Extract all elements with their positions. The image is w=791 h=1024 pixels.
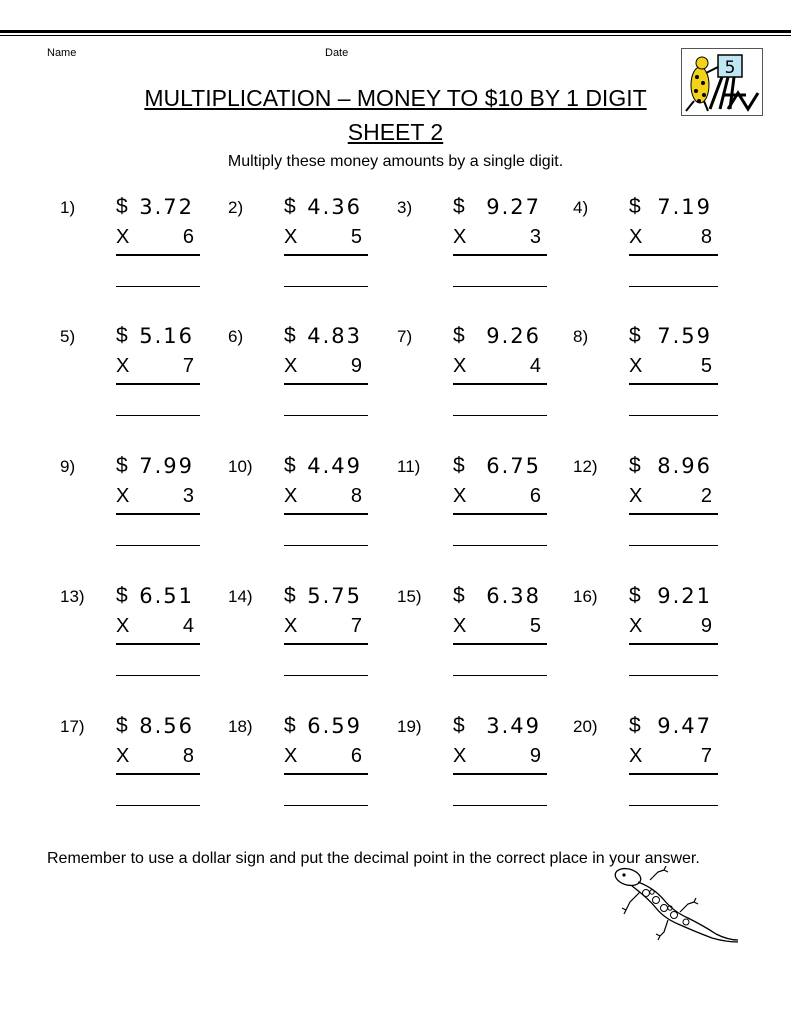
- problem-19: [397, 714, 557, 827]
- money-amount: 7.99: [139, 454, 194, 478]
- multiply-sign: X: [284, 226, 298, 248]
- product-rule: [116, 643, 200, 645]
- multiply-sign: X: [116, 355, 130, 377]
- answer-blank[interactable]: [284, 545, 368, 546]
- answer-blank[interactable]: [453, 415, 547, 416]
- money-amount: 3.49: [486, 714, 541, 738]
- money-amount: 5.75: [307, 584, 362, 608]
- multiply-sign: X: [284, 745, 298, 767]
- multiplier-digit: 6: [350, 745, 362, 767]
- problem-8: [573, 324, 728, 437]
- problem-number: 20): [573, 717, 598, 736]
- multiplier-digit: 8: [350, 485, 362, 507]
- problem-number: 8): [573, 327, 589, 346]
- multiply-sign: X: [629, 355, 643, 377]
- dollar-sign: $: [116, 324, 130, 347]
- multiplier-digit: 6: [182, 226, 194, 248]
- problem-number: 9): [60, 457, 76, 476]
- problem-1: [60, 195, 210, 308]
- money-amount: 6.51: [139, 584, 194, 608]
- multiplier-digit: 2: [700, 485, 712, 507]
- multiplier-digit: 6: [529, 485, 541, 507]
- problem-3: [397, 195, 557, 308]
- money-amount: 4.36: [307, 195, 362, 219]
- problem-number: 13): [60, 587, 85, 606]
- product-rule: [629, 643, 718, 645]
- top-rule-thin: [0, 35, 791, 36]
- multiply-sign: X: [629, 615, 643, 637]
- multiply-sign: X: [116, 485, 130, 507]
- product-rule: [116, 513, 200, 515]
- product-rule: [629, 773, 718, 775]
- problem-number: 11): [397, 457, 421, 476]
- money-amount: 5.16: [139, 324, 194, 348]
- multiply-sign: X: [453, 485, 467, 507]
- answer-blank[interactable]: [629, 675, 718, 676]
- problem-14: [228, 584, 378, 697]
- multiply-sign: X: [284, 355, 298, 377]
- money-amount: 6.75: [486, 454, 541, 478]
- dollar-sign: $: [629, 454, 643, 477]
- multiply-sign: X: [629, 745, 643, 767]
- problem-12: [573, 454, 728, 567]
- problem-16: [573, 584, 728, 697]
- logo-number: 5: [724, 58, 736, 78]
- money-amount: 7.59: [657, 324, 712, 348]
- multiplier-digit: 9: [700, 615, 712, 637]
- date-label: Date: [325, 47, 349, 59]
- product-rule: [284, 383, 368, 385]
- product-rule: [284, 254, 368, 256]
- problem-18: [228, 714, 378, 827]
- problem-5: [60, 324, 210, 437]
- money-amount: 9.21: [657, 584, 712, 608]
- multiply-sign: X: [284, 615, 298, 637]
- salamander-board-icon: [682, 49, 762, 115]
- answer-blank[interactable]: [453, 545, 547, 546]
- dollar-sign: $: [453, 195, 467, 218]
- problem-17: [60, 714, 210, 827]
- dollar-sign: $: [284, 454, 298, 477]
- problem-number: 6): [228, 327, 244, 346]
- multiply-sign: X: [453, 355, 467, 377]
- problem-2: [228, 195, 378, 308]
- worksheet-logo: [681, 48, 763, 116]
- problem-number: 1): [60, 198, 76, 217]
- multiplier-digit: 4: [529, 355, 541, 377]
- dollar-sign: $: [116, 714, 130, 737]
- answer-blank[interactable]: [116, 415, 200, 416]
- problem-20: [573, 714, 728, 827]
- money-amount: 6.59: [307, 714, 362, 738]
- dollar-sign: $: [629, 584, 643, 607]
- dollar-sign: $: [629, 714, 643, 737]
- multiply-sign: X: [116, 615, 130, 637]
- multiplier-digit: 8: [700, 226, 712, 248]
- answer-blank[interactable]: [116, 545, 200, 546]
- dollar-sign: $: [116, 454, 130, 477]
- answer-blank[interactable]: [453, 286, 547, 287]
- reminder-text: Remember to use a dollar sign and put the decimal point in the correct place in your answer.: [47, 850, 700, 867]
- dollar-sign: $: [629, 195, 643, 218]
- problem-9: [60, 454, 210, 567]
- product-rule: [629, 383, 718, 385]
- answer-blank[interactable]: [629, 286, 718, 287]
- answer-blank[interactable]: [284, 675, 368, 676]
- multiplier-digit: 9: [350, 355, 362, 377]
- problem-4: [573, 195, 728, 308]
- money-amount: 8.56: [139, 714, 194, 738]
- product-rule: [284, 643, 368, 645]
- answer-blank[interactable]: [629, 805, 718, 806]
- multiplier-digit: 5: [350, 226, 362, 248]
- name-label: Name: [47, 47, 77, 59]
- money-amount: 3.72: [139, 195, 194, 219]
- answer-blank[interactable]: [284, 415, 368, 416]
- dollar-sign: $: [116, 584, 130, 607]
- product-rule: [629, 513, 718, 515]
- product-rule: [116, 254, 200, 256]
- top-rule-thick: [0, 30, 791, 33]
- answer-blank[interactable]: [629, 415, 718, 416]
- money-amount: 9.27: [486, 195, 541, 219]
- answer-blank[interactable]: [116, 286, 200, 287]
- dollar-sign: $: [284, 195, 298, 218]
- multiply-sign: X: [629, 485, 643, 507]
- money-amount: 8.96: [657, 454, 712, 478]
- answer-blank[interactable]: [284, 286, 368, 287]
- multiplier-digit: 9: [529, 745, 541, 767]
- multiplier-digit: 7: [700, 745, 712, 767]
- money-amount: 6.38: [486, 584, 541, 608]
- problem-number: 17): [60, 717, 85, 736]
- problem-13: [60, 584, 210, 697]
- instructions: Multiply these money amounts by a single digit.: [227, 153, 564, 170]
- answer-blank[interactable]: [453, 675, 547, 676]
- problem-11: [397, 454, 557, 567]
- multiplier-digit: 4: [182, 615, 194, 637]
- problem-number: 3): [397, 198, 413, 217]
- problem-number: 19): [397, 717, 422, 736]
- problem-number: 10): [228, 457, 253, 476]
- product-rule: [453, 383, 547, 385]
- multiply-sign: X: [453, 226, 467, 248]
- problem-number: 2): [228, 198, 244, 217]
- problem-number: 12): [573, 457, 598, 476]
- product-rule: [453, 254, 547, 256]
- product-rule: [453, 643, 547, 645]
- multiply-sign: X: [116, 745, 130, 767]
- page-subtitle: SHEET 2: [347, 119, 444, 145]
- multiplier-digit: 3: [182, 485, 194, 507]
- problem-7: [397, 324, 557, 437]
- multiplier-digit: 7: [182, 355, 194, 377]
- multiply-sign: X: [284, 485, 298, 507]
- problem-15: [397, 584, 557, 697]
- salamander-illustration: [604, 862, 744, 952]
- problem-10: [228, 454, 378, 567]
- dollar-sign: $: [284, 584, 298, 607]
- multiply-sign: X: [453, 745, 467, 767]
- problem-number: 5): [60, 327, 76, 346]
- problem-6: [228, 324, 378, 437]
- product-rule: [116, 773, 200, 775]
- multiplier-digit: 8: [182, 745, 194, 767]
- money-amount: 7.19: [657, 195, 712, 219]
- multiplier-digit: 5: [529, 615, 541, 637]
- multiply-sign: X: [629, 226, 643, 248]
- answer-blank[interactable]: [629, 545, 718, 546]
- product-rule: [629, 254, 718, 256]
- product-rule: [116, 383, 200, 385]
- money-amount: 9.47: [657, 714, 712, 738]
- dollar-sign: $: [453, 584, 467, 607]
- dollar-sign: $: [453, 454, 467, 477]
- product-rule: [453, 773, 547, 775]
- money-amount: 4.49: [307, 454, 362, 478]
- problem-number: 14): [228, 587, 253, 606]
- multiplier-digit: 5: [700, 355, 712, 377]
- problem-number: 7): [397, 327, 413, 346]
- answer-blank[interactable]: [116, 805, 200, 806]
- problem-number: 4): [573, 198, 589, 217]
- product-rule: [284, 513, 368, 515]
- dollar-sign: $: [284, 714, 298, 737]
- multiplier-digit: 3: [529, 226, 541, 248]
- dollar-sign: $: [284, 324, 298, 347]
- product-rule: [284, 773, 368, 775]
- salamander-icon: [604, 862, 744, 952]
- dollar-sign: $: [453, 324, 467, 347]
- product-rule: [453, 513, 547, 515]
- page-title: MULTIPLICATION – MONEY TO $10 BY 1 DIGIT: [144, 85, 647, 111]
- problem-number: 18): [228, 717, 253, 736]
- dollar-sign: $: [629, 324, 643, 347]
- answer-blank[interactable]: [453, 805, 547, 806]
- multiplier-digit: 7: [350, 615, 362, 637]
- problem-number: 15): [397, 587, 422, 606]
- answer-blank[interactable]: [284, 805, 368, 806]
- dollar-sign: $: [453, 714, 467, 737]
- problem-number: 16): [573, 587, 598, 606]
- multiply-sign: X: [453, 615, 467, 637]
- money-amount: 9.26: [486, 324, 541, 348]
- answer-blank[interactable]: [116, 675, 200, 676]
- multiply-sign: X: [116, 226, 130, 248]
- dollar-sign: $: [116, 195, 130, 218]
- money-amount: 4.83: [307, 324, 362, 348]
